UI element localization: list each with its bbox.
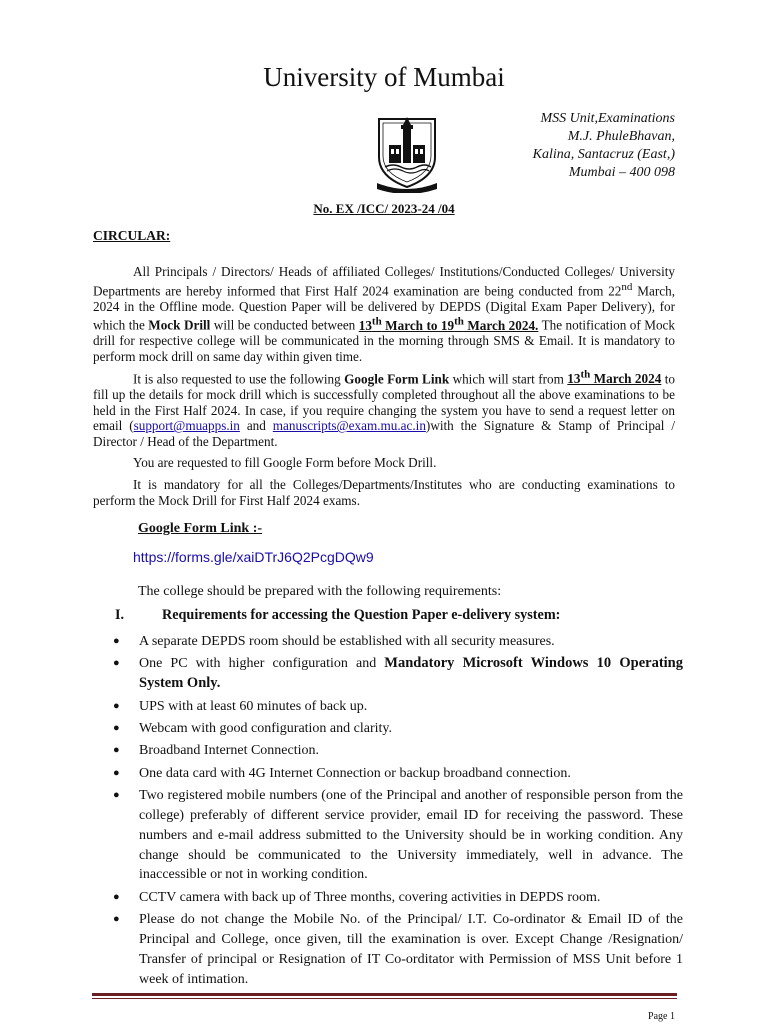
mock-drill-dates: 13th March to 19th March 2024. bbox=[358, 315, 539, 333]
bullet-icon: ● bbox=[113, 890, 120, 903]
bullet-icon: ● bbox=[113, 699, 120, 712]
list-item: ● Webcam with good configuration and clarity. bbox=[113, 719, 683, 739]
list-item: ● One data card with 4G Internet Connection or backup broadband connection. bbox=[113, 764, 683, 784]
text: The notification of Mock drill for respective college will be communicated in the morning through SMS & Email. It is mandatory to perform mock drill on same day within given time. bbox=[93, 317, 675, 364]
office-address bbox=[533, 110, 675, 182]
bullet-icon: ● bbox=[113, 744, 120, 757]
address-line: Kalina, Santacruz (East,) bbox=[532, 147, 675, 162]
list-item: ● Broadband Internet Connection. bbox=[113, 741, 683, 761]
support-email-link[interactable]: support@muapps.in bbox=[133, 418, 240, 434]
circular-label: CIRCULAR: bbox=[93, 228, 171, 243]
section-title: Requirements for accessing the Question Paper e-delivery system: bbox=[162, 607, 561, 623]
footer-divider bbox=[92, 998, 677, 999]
list-item: ● A separate DEPDS room should be established with all security measures. bbox=[113, 632, 683, 652]
list-item: ● One PC with higher configuration and Mandatory Microsoft Windows 10 Operating System Only. bbox=[113, 655, 683, 692]
mock-drill-emphasis: Mock Drill bbox=[148, 317, 211, 333]
text: March, 2024 in the Offline mode. Question Paper will be delivered by DEPDS (Digital Exam Paper Delivery), for which the bbox=[93, 282, 675, 333]
text: will be conducted between bbox=[210, 317, 359, 333]
section-numeral: I. bbox=[115, 607, 125, 623]
section-heading bbox=[115, 607, 560, 624]
list-item: ● UPS with at least 60 minutes of back up. bbox=[113, 697, 683, 717]
footer-divider bbox=[92, 993, 677, 996]
bullet-icon: ● bbox=[113, 789, 120, 802]
bullet-icon: ● bbox=[113, 766, 120, 779]
text: It is mandatory for all the Colleges/Departments/Institutes who are conducting examinations to perform the Mock Drill for First Half 2024 exams. bbox=[93, 477, 675, 508]
text: to fill up the details for mock drill which is successfully completed throughout all the above examinations to be held in the First Half 2024. In case, if you require changing the system you have to send a request letter on email ( bbox=[93, 371, 675, 434]
bullet-icon: ● bbox=[113, 721, 120, 734]
list-item: ● Two registered mobile numbers (one of the Principal and another of responsible person from the college) preferably of different service provider, email ID for receiving the password. These numbers and e-mail address submitted to the University should be in working condition. Any change should be communicated to the University immediately, well in advance. The inaccessible or not in working condition. bbox=[113, 788, 683, 883]
text: and bbox=[239, 418, 273, 434]
paragraph-google-form bbox=[93, 368, 675, 449]
text: All Principals / Directors/ Heads of affiliated Colleges/ Institutions/Conducted Colleges/ University Departments are hereby informed that First Half 2024 examination are being conducted from 22 bbox=[93, 264, 675, 298]
google-form-url-link[interactable]: https://forms.gle/xaiDTrJ6Q2PcgDQw9 bbox=[133, 549, 374, 565]
text: )with the Signature & Stamp of Principal / Director / Head of the Department. bbox=[93, 418, 676, 449]
bullet-icon: ● bbox=[113, 635, 120, 647]
list-item: ● CCTV camera with back up of Three months, covering activities in DEPDS room. bbox=[113, 888, 683, 908]
paragraph-fill-form bbox=[93, 455, 675, 471]
text: It is also requested to use the following bbox=[133, 371, 345, 387]
list-item: ● Please do not change the Mobile No. of the Principal/ I.T. Co-ordinator & Email ID of the Principal and College, once given, till the examination is over. Except Change /Resignation/ Transfer of principal or Resignation of IT Co-orditator with Permission of MSS Unit before 1 week of intimation. bbox=[113, 912, 683, 987]
manuscripts-email-link[interactable]: manuscripts@exam.mu.ac.in bbox=[272, 418, 426, 434]
bullet-icon: ● bbox=[113, 913, 120, 926]
text: which will start from bbox=[449, 371, 568, 387]
university-title: University of Mumbai bbox=[263, 62, 505, 92]
address-line: MSS Unit,Examinations bbox=[540, 111, 675, 126]
google-form-label: Google Form Link :- bbox=[138, 521, 263, 536]
circular-number: No. EX /ICC/ 2023-24 /04 bbox=[313, 201, 455, 216]
requirements-list bbox=[113, 632, 683, 992]
page-number: Page 1 bbox=[648, 1011, 675, 1022]
start-date: 13th March 2024 bbox=[567, 369, 662, 387]
mandatory-os-emphasis: Mandatory Microsoft Windows 10 Operating System Only. bbox=[139, 655, 683, 692]
bullet-icon: ● bbox=[113, 657, 120, 670]
address-line: Mumbai – 400 098 bbox=[568, 165, 675, 180]
google-form-emphasis: Google Form Link bbox=[344, 371, 450, 387]
address-line: M.J. PhuleBhavan, bbox=[567, 129, 675, 144]
ordinal-suffix: nd bbox=[621, 280, 633, 293]
university-crest-icon bbox=[373, 113, 441, 193]
paragraph-exam-notice bbox=[93, 264, 675, 364]
paragraph-mandatory bbox=[93, 477, 675, 508]
text: You are requested to fill Google Form before Mock Drill. bbox=[133, 455, 437, 470]
requirements-intro: The college should be prepared with the following requirements: bbox=[138, 584, 502, 599]
